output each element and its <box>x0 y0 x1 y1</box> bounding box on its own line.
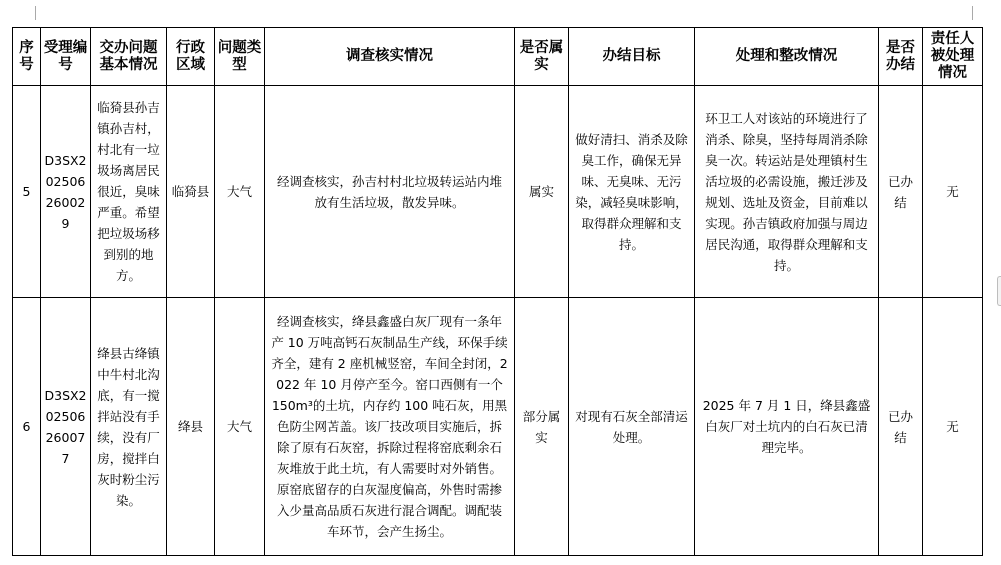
cell-goal: 对现有石灰全部清运处理。 <box>569 298 695 556</box>
cell-type: 大气 <box>215 298 265 556</box>
cell-region: 绛县 <box>167 298 215 556</box>
cell-investigation: 经调查核实，孙吉村村北垃圾转运站内堆放有生活垃圾，散发异味。 <box>265 86 515 298</box>
table-row <box>13 298 983 556</box>
header-issue: 交办问题基本情况 <box>91 28 167 86</box>
side-scroll-handle[interactable] <box>997 276 1001 306</box>
cell-is-true: 部分属实 <box>515 298 569 556</box>
header-rectification: 处理和整改情况 <box>695 28 879 86</box>
cell-id: D3SX20250626002 9 <box>41 86 91 298</box>
page-corner-mark-right <box>972 6 975 20</box>
cell-type: 大气 <box>215 86 265 298</box>
header-investigation: 调查核实情况 <box>265 28 515 86</box>
header-accountability: 责任人被处理情况 <box>923 28 983 86</box>
cell-goal: 做好清扫、消杀及除臭工作，确保无异味、无臭味、无污染，减轻臭味影响，取得群众理解和支持。 <box>569 86 695 298</box>
header-seq: 序号 <box>13 28 41 86</box>
cell-accountability: 无 <box>923 298 983 556</box>
header-id: 受理编号 <box>41 28 91 86</box>
table-header-row <box>13 28 983 86</box>
cell-seq: 5 <box>13 86 41 298</box>
cell-region: 临猗县 <box>167 86 215 298</box>
cell-investigation: 经调查核实，绛县鑫盛白灰厂现有一条年产 10 万吨高钙石灰制品生产线，环保手续齐全，建有 2 座机械竖窑，车间全封闭，2022 年 10 月停产至今。窑口西侧有一个 150m³的土坑，内存约 100 吨石灰，用黑色防尘网苫盖。该厂技改项目实施后，拆除了原有石灰窑，拆除过程将窑底剩余石灰堆放于此土坑，有人需要时对外销售。原窑底留存的白灰湿度偏高，外售时需掺入少量高品质石灰进行混合调配。调配装车环节，会产生扬尘。 <box>265 298 515 556</box>
header-type: 问题类型 <box>215 28 265 86</box>
table-row <box>13 86 983 298</box>
header-is-true: 是否属实 <box>515 28 569 86</box>
cell-closed: 已办结 <box>879 86 923 298</box>
cell-rectification: 环卫工人对该站的环境进行了消杀、除臭，坚持每周消杀除臭一次。转运站是处理镇村生活垃圾的必需设施，搬迁涉及规划、选址及资金，目前难以实现。孙吉镇政府加强与周边居民沟通，取得群众理解和支持。 <box>695 86 879 298</box>
cell-seq: 6 <box>13 298 41 556</box>
header-region: 行政区域 <box>167 28 215 86</box>
header-goal: 办结目标 <box>569 28 695 86</box>
complaint-handling-table <box>12 27 983 556</box>
cell-accountability: 无 <box>923 86 983 298</box>
header-closed: 是否办结 <box>879 28 923 86</box>
cell-closed: 已办结 <box>879 298 923 556</box>
cell-id: D3SX20250626007 7 <box>41 298 91 556</box>
cell-rectification: 2025 年 7 月 1 日，绛县鑫盛白灰厂对土坑内的白石灰已清理完毕。 <box>695 298 879 556</box>
page-corner-mark-left <box>33 6 36 20</box>
cell-is-true: 属实 <box>515 86 569 298</box>
cell-issue: 临猗县孙吉镇孙吉村，村北有一垃圾场离居民很近，臭味严重。希望把垃圾场移到别的地方。 <box>91 86 167 298</box>
cell-issue: 绛县古绛镇中牛村北沟底，有一搅拌站没有手续，没有厂房，搅拌白灰时粉尘污染。 <box>91 298 167 556</box>
